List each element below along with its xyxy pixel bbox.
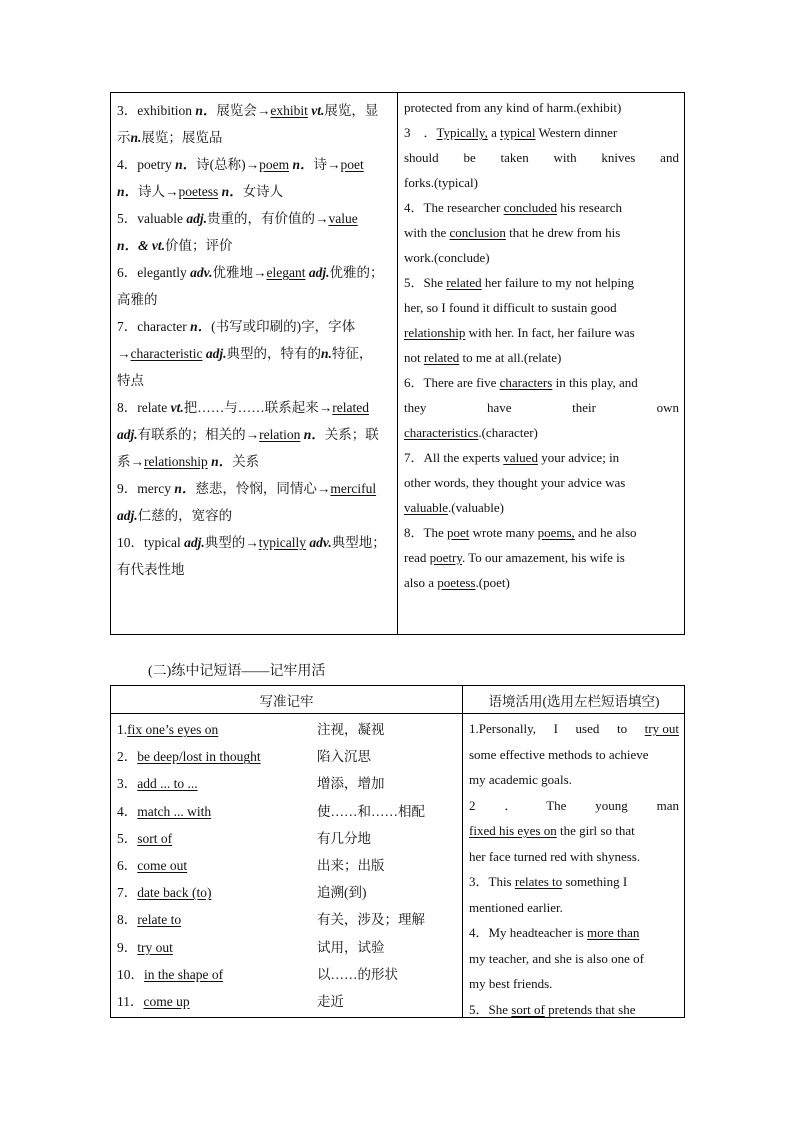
phrase-row: [117, 798, 457, 825]
vocabulary-table: [110, 92, 685, 635]
word-family-list: [117, 97, 393, 583]
list-item: 示n.展览；展览品: [117, 130, 223, 145]
list-item: adj.有联系的；相关的→relation n．关系；联: [117, 427, 379, 442]
phrase-row: [117, 988, 457, 1015]
phrase-number: 5．: [117, 830, 138, 846]
answer-line: some effective methods to achieve: [469, 746, 649, 762]
answer-line: my best friends.: [469, 976, 553, 991]
phrase-row: [117, 906, 457, 933]
phrase-english: [117, 798, 211, 825]
phrase-row: [117, 852, 457, 879]
answer-line: also a poetess.(poet): [404, 575, 510, 590]
answer-line: 3．This relates to something I: [469, 874, 628, 889]
phrase-number: 2．: [117, 749, 138, 765]
list-item: 4．poetry n．诗(总称)→poem n．诗→poet: [117, 157, 364, 172]
phrase-meaning: 走近: [317, 993, 344, 1009]
phrase-english: [117, 934, 173, 961]
answer-line: 3 ．Typically, a typical Western dinner: [404, 125, 618, 140]
answer-line: 8．The poet wrote many poems, and he also: [404, 525, 637, 540]
phrase-meaning: 陷入沉思: [317, 749, 371, 765]
list-item: n．诗人→poetess n．女诗人: [117, 184, 284, 199]
phrase-text: come up: [143, 993, 190, 1009]
answer-line: protected from any kind of harm.(exhibit): [404, 100, 622, 115]
answer-line: 1.Personally, I used to try out: [469, 721, 679, 736]
section-title: (二)练中记短语——记牢用活: [148, 664, 326, 679]
phrase-text: in the shape of: [144, 966, 224, 982]
phrase-english: [117, 770, 198, 797]
answer-line: read poetry. To our amazement, his wife is: [404, 550, 625, 565]
phrase-text: add ... to ...: [137, 776, 198, 792]
answer-line: not related to me at all.(relate): [404, 350, 562, 365]
phrase-english: [117, 716, 218, 743]
answer-line: 4．The researcher concluded his research: [404, 200, 622, 215]
answer-line: with the conclusion that he drew from his: [404, 225, 621, 240]
list-item: 有代表性地: [117, 562, 185, 577]
answer-line: they have their own: [404, 400, 679, 415]
phrase-meaning: 出来；出版: [317, 857, 385, 873]
answer-line: should be taken with knives and: [404, 150, 679, 165]
list-item: 6．elegantly adv.优雅地→elegant adj.优雅的；: [117, 265, 384, 280]
phrase-english: [117, 906, 181, 933]
column-divider: [397, 93, 398, 634]
phrase-row: [117, 770, 457, 797]
answer-line: my teacher, and she is also one of: [469, 950, 644, 966]
phrase-text: sort of: [137, 830, 173, 846]
phrase-text: be deep/lost in thought: [137, 749, 261, 765]
list-item: 特点: [117, 373, 144, 388]
list-item: 5．valuable adj.贵重的，有价值的→value: [117, 211, 358, 226]
phrase-number: 3．: [117, 776, 138, 792]
phrase-meaning: 以……的形状: [317, 966, 398, 982]
phrase-number: 9．: [117, 939, 138, 955]
answer-line: 4．My headteacher is more than: [469, 925, 640, 940]
answer-line: her, so I found it difficult to sustain good: [404, 300, 617, 315]
phrase-meaning: 增添，增加: [317, 776, 385, 792]
phrase-number: 7．: [117, 885, 138, 901]
phrase-text: date back (to): [137, 885, 212, 901]
answer-line: fixed his eyes on the girl so that: [469, 823, 635, 838]
answer-line: forks.(typical): [404, 175, 479, 190]
phrase-english: [117, 743, 261, 770]
phrase-number: 1.: [117, 722, 128, 737]
phrase-number: 8．: [117, 912, 138, 928]
list-item: 7．character n．(书写或印刷的)字，字体: [117, 319, 356, 334]
answer-line: 7．All the experts valued your advice; in: [404, 450, 620, 465]
phrase-list: [117, 716, 457, 1015]
phrase-row: [117, 825, 457, 852]
phrase-english: [117, 852, 187, 879]
answer-line: 5．She sort of pretends that she: [469, 1001, 636, 1017]
phrase-number: 11．: [117, 993, 144, 1009]
phrase-row: [117, 961, 457, 988]
context-exercises: [469, 716, 679, 1022]
phrase-text: relate to: [137, 912, 182, 928]
answer-line: valuable.(valuable): [404, 500, 504, 515]
phrase-number: 6．: [117, 857, 138, 873]
phrase-text: come out: [137, 857, 188, 873]
phrase-meaning: 试用，试验: [317, 939, 385, 955]
phrase-table: [110, 685, 685, 1018]
phrase-meaning: 追溯(到): [317, 885, 367, 901]
list-item: n．& vt.价值；评价: [117, 238, 233, 253]
answer-line: mentioned earlier.: [469, 899, 563, 915]
phrase-meaning: 注视，凝视: [317, 722, 385, 737]
answer-line: my academic goals.: [469, 772, 572, 787]
list-item: 9．mercy n．慈悲，怜悯，同情心→merciful: [117, 481, 377, 496]
list-item: →characteristic adj.典型的，特有的n.特征，: [117, 346, 373, 361]
answer-line: relationship with her. In fact, her failure was: [404, 325, 635, 340]
column-header-phrases: 写准记牢: [259, 694, 314, 709]
answer-line: characteristics.(character): [404, 425, 538, 440]
phrase-row: [117, 743, 457, 770]
phrase-number: 4．: [117, 803, 138, 819]
phrase-meaning: 有关，涉及；理解: [317, 912, 425, 928]
phrase-text: try out: [137, 939, 173, 955]
phrase-row: [117, 934, 457, 961]
answer-line: other words, they thought your advice was: [404, 475, 626, 490]
answer-line: her face turned red with shyness.: [469, 848, 641, 864]
phrase-meaning: 使……和……相配: [317, 803, 425, 819]
list-item: 系→relationship n．关系: [117, 454, 260, 469]
list-item: 8．relate vt.把……与……联系起来→related: [117, 400, 369, 415]
answer-line: 6．There are five characters in this play, and: [404, 375, 638, 390]
header-divider: [111, 713, 684, 714]
phrase-english: [117, 961, 223, 988]
exercise-answers: [404, 95, 679, 595]
phrase-row: [117, 716, 457, 743]
phrase-english: [117, 988, 190, 1015]
column-divider: [462, 686, 463, 1017]
list-item: adj.仁慈的，宽容的: [117, 508, 233, 523]
list-item: 3．exhibition n．展览会→exhibit vt.展览，显: [117, 103, 379, 118]
list-item: 高雅的: [117, 292, 158, 307]
answer-line: work.(conclude): [404, 250, 490, 265]
answer-line: 2 ． The young man: [469, 797, 679, 813]
phrase-row: [117, 879, 457, 906]
phrase-meaning: 有几分地: [317, 830, 371, 846]
phrase-text: fix one’s eyes on: [127, 722, 219, 737]
phrase-text: match ... with: [137, 803, 212, 819]
column-header-context: 语境活用(选用左栏短语填空): [488, 694, 660, 709]
phrase-number: 10．: [117, 966, 144, 982]
phrase-english: [117, 879, 211, 906]
list-item: 10．typical adj.典型的→typically adv.典型地；: [117, 535, 386, 550]
answer-line: 5．She related her failure to my not helping: [404, 275, 634, 290]
phrase-english: [117, 825, 172, 852]
